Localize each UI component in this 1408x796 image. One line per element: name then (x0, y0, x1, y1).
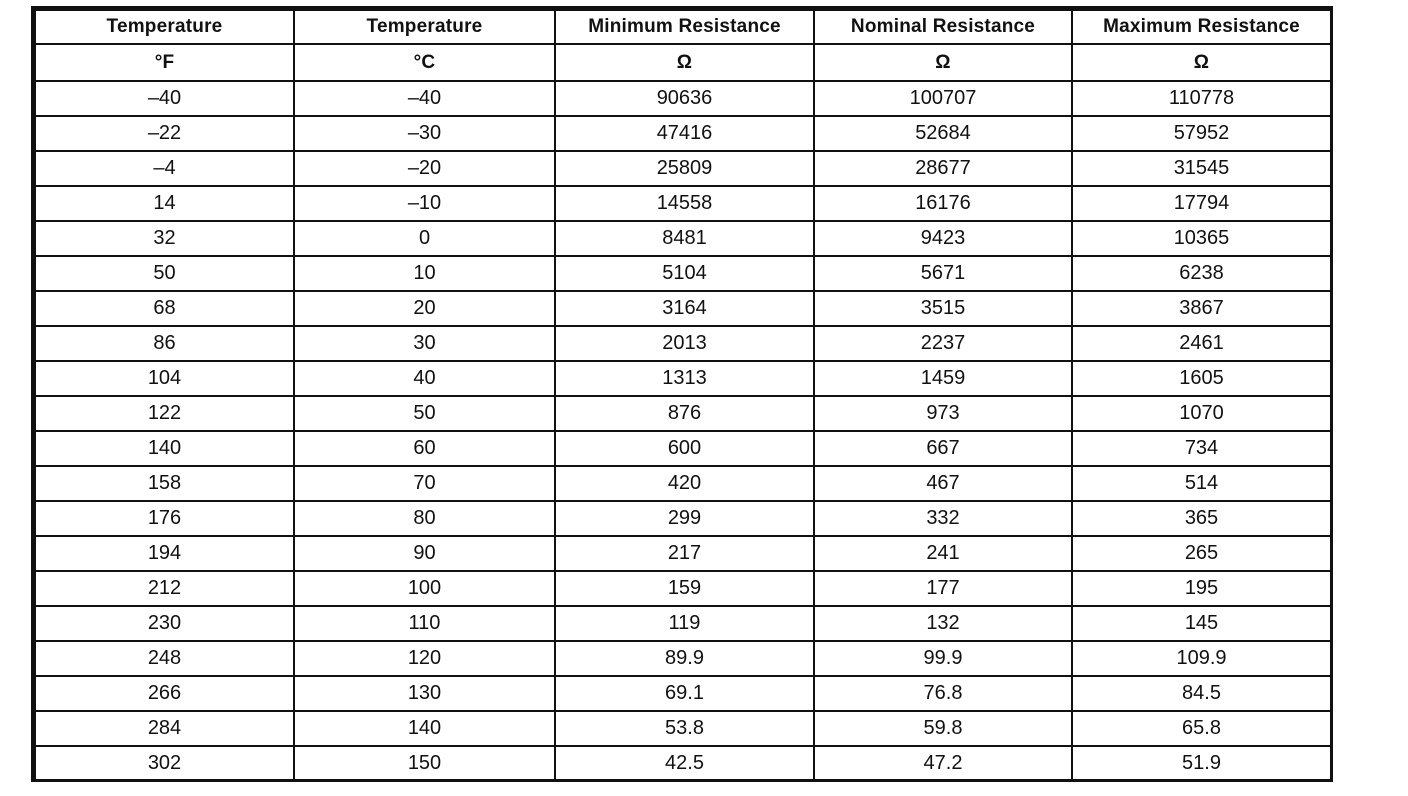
cell-min-resistance: 3164 (555, 291, 814, 326)
cell-max-resistance: 1605 (1072, 361, 1331, 396)
cell-nominal-resistance: 132 (814, 606, 1072, 641)
cell-temp-c: –20 (294, 151, 555, 186)
table-row (35, 221, 1331, 256)
cell-max-resistance: 3867 (1072, 291, 1331, 326)
cell-max-resistance: 365 (1072, 501, 1331, 536)
cell-min-resistance: 42.5 (555, 746, 814, 781)
cell-min-resistance: 47416 (555, 116, 814, 151)
cell-max-resistance: 514 (1072, 466, 1331, 501)
unit-fahrenheit: °F (35, 44, 294, 81)
cell-max-resistance: 65.8 (1072, 711, 1331, 746)
cell-temp-c: 140 (294, 711, 555, 746)
cell-temp-f: 212 (35, 571, 294, 606)
cell-nominal-resistance: 9423 (814, 221, 1072, 256)
cell-temp-c: 100 (294, 571, 555, 606)
cell-temp-c: –10 (294, 186, 555, 221)
cell-max-resistance: 51.9 (1072, 746, 1331, 781)
cell-nominal-resistance: 667 (814, 431, 1072, 466)
cell-temp-c: 70 (294, 466, 555, 501)
cell-temp-f: 122 (35, 396, 294, 431)
cell-nominal-resistance: 467 (814, 466, 1072, 501)
header-maximum-resistance: Maximum Resistance (1072, 10, 1331, 44)
cell-temp-c: 0 (294, 221, 555, 256)
cell-nominal-resistance: 52684 (814, 116, 1072, 151)
cell-temp-f: 248 (35, 641, 294, 676)
cell-temp-f: 230 (35, 606, 294, 641)
cell-max-resistance: 6238 (1072, 256, 1331, 291)
cell-temp-c: 20 (294, 291, 555, 326)
cell-nominal-resistance: 76.8 (814, 676, 1072, 711)
cell-temp-f: 302 (35, 746, 294, 781)
cell-nominal-resistance: 5671 (814, 256, 1072, 291)
table-row (35, 606, 1331, 641)
cell-nominal-resistance: 47.2 (814, 746, 1072, 781)
cell-min-resistance: 1313 (555, 361, 814, 396)
cell-max-resistance: 17794 (1072, 186, 1331, 221)
cell-max-resistance: 145 (1072, 606, 1331, 641)
table-row (35, 326, 1331, 361)
cell-temp-f: 32 (35, 221, 294, 256)
cell-min-resistance: 53.8 (555, 711, 814, 746)
unit-ohm-min: Ω (555, 44, 814, 81)
header-minimum-resistance: Minimum Resistance (555, 10, 814, 44)
cell-min-resistance: 299 (555, 501, 814, 536)
cell-temp-f: 158 (35, 466, 294, 501)
table-row (35, 641, 1331, 676)
cell-min-resistance: 8481 (555, 221, 814, 256)
cell-max-resistance: 57952 (1072, 116, 1331, 151)
cell-nominal-resistance: 28677 (814, 151, 1072, 186)
cell-max-resistance: 84.5 (1072, 676, 1331, 711)
cell-temp-f: 104 (35, 361, 294, 396)
cell-nominal-resistance: 100707 (814, 81, 1072, 116)
cell-min-resistance: 5104 (555, 256, 814, 291)
unit-celsius: °C (294, 44, 555, 81)
table-row (35, 361, 1331, 396)
cell-nominal-resistance: 16176 (814, 186, 1072, 221)
cell-nominal-resistance: 241 (814, 536, 1072, 571)
cell-temp-c: 90 (294, 536, 555, 571)
cell-min-resistance: 25809 (555, 151, 814, 186)
header-temperature-f: Temperature (35, 10, 294, 44)
cell-min-resistance: 69.1 (555, 676, 814, 711)
cell-temp-c: 80 (294, 501, 555, 536)
cell-min-resistance: 159 (555, 571, 814, 606)
cell-temp-f: 86 (35, 326, 294, 361)
table-row (35, 151, 1331, 186)
table-row (35, 501, 1331, 536)
cell-temp-c: 110 (294, 606, 555, 641)
cell-max-resistance: 110778 (1072, 81, 1331, 116)
table-row (35, 571, 1331, 606)
cell-temp-f: 68 (35, 291, 294, 326)
cell-nominal-resistance: 59.8 (814, 711, 1072, 746)
cell-temp-f: –22 (35, 116, 294, 151)
cell-temp-c: 10 (294, 256, 555, 291)
cell-nominal-resistance: 99.9 (814, 641, 1072, 676)
cell-nominal-resistance: 177 (814, 571, 1072, 606)
cell-temp-c: 150 (294, 746, 555, 781)
table-row (35, 256, 1331, 291)
cell-max-resistance: 1070 (1072, 396, 1331, 431)
cell-min-resistance: 217 (555, 536, 814, 571)
cell-temp-f: –4 (35, 151, 294, 186)
resistance-table (34, 9, 1332, 782)
cell-min-resistance: 2013 (555, 326, 814, 361)
cell-min-resistance: 89.9 (555, 641, 814, 676)
cell-temp-c: 130 (294, 676, 555, 711)
cell-max-resistance: 2461 (1072, 326, 1331, 361)
cell-temp-f: 284 (35, 711, 294, 746)
cell-temp-f: 176 (35, 501, 294, 536)
header-row-titles (35, 10, 1331, 44)
cell-min-resistance: 876 (555, 396, 814, 431)
header-temperature-c: Temperature (294, 10, 555, 44)
cell-min-resistance: 14558 (555, 186, 814, 221)
cell-temp-c: –30 (294, 116, 555, 151)
cell-max-resistance: 195 (1072, 571, 1331, 606)
cell-max-resistance: 109.9 (1072, 641, 1331, 676)
cell-temp-f: 194 (35, 536, 294, 571)
header-row-units (35, 44, 1331, 81)
unit-ohm-nominal: Ω (814, 44, 1072, 81)
cell-temp-f: 140 (35, 431, 294, 466)
cell-temp-f: –40 (35, 81, 294, 116)
cell-min-resistance: 90636 (555, 81, 814, 116)
cell-min-resistance: 600 (555, 431, 814, 466)
cell-max-resistance: 734 (1072, 431, 1331, 466)
table-row (35, 396, 1331, 431)
resistance-table-container (31, 6, 1333, 782)
cell-temp-c: 50 (294, 396, 555, 431)
cell-temp-c: –40 (294, 81, 555, 116)
table-row (35, 711, 1331, 746)
table-row (35, 431, 1331, 466)
table-row (35, 676, 1331, 711)
table-row (35, 186, 1331, 221)
table-row (35, 81, 1331, 116)
table-row (35, 466, 1331, 501)
unit-ohm-max: Ω (1072, 44, 1331, 81)
table-row (35, 291, 1331, 326)
cell-nominal-resistance: 332 (814, 501, 1072, 536)
cell-min-resistance: 119 (555, 606, 814, 641)
cell-nominal-resistance: 3515 (814, 291, 1072, 326)
cell-max-resistance: 31545 (1072, 151, 1331, 186)
cell-temp-f: 50 (35, 256, 294, 291)
cell-temp-f: 266 (35, 676, 294, 711)
cell-nominal-resistance: 1459 (814, 361, 1072, 396)
header-nominal-resistance: Nominal Resistance (814, 10, 1072, 44)
table-row (35, 536, 1331, 571)
cell-max-resistance: 265 (1072, 536, 1331, 571)
cell-temp-c: 60 (294, 431, 555, 466)
cell-nominal-resistance: 2237 (814, 326, 1072, 361)
table-row (35, 746, 1331, 781)
table-row (35, 116, 1331, 151)
cell-temp-c: 40 (294, 361, 555, 396)
cell-min-resistance: 420 (555, 466, 814, 501)
cell-nominal-resistance: 973 (814, 396, 1072, 431)
cell-temp-c: 30 (294, 326, 555, 361)
cell-temp-f: 14 (35, 186, 294, 221)
table-body (35, 81, 1331, 781)
cell-temp-c: 120 (294, 641, 555, 676)
cell-max-resistance: 10365 (1072, 221, 1331, 256)
